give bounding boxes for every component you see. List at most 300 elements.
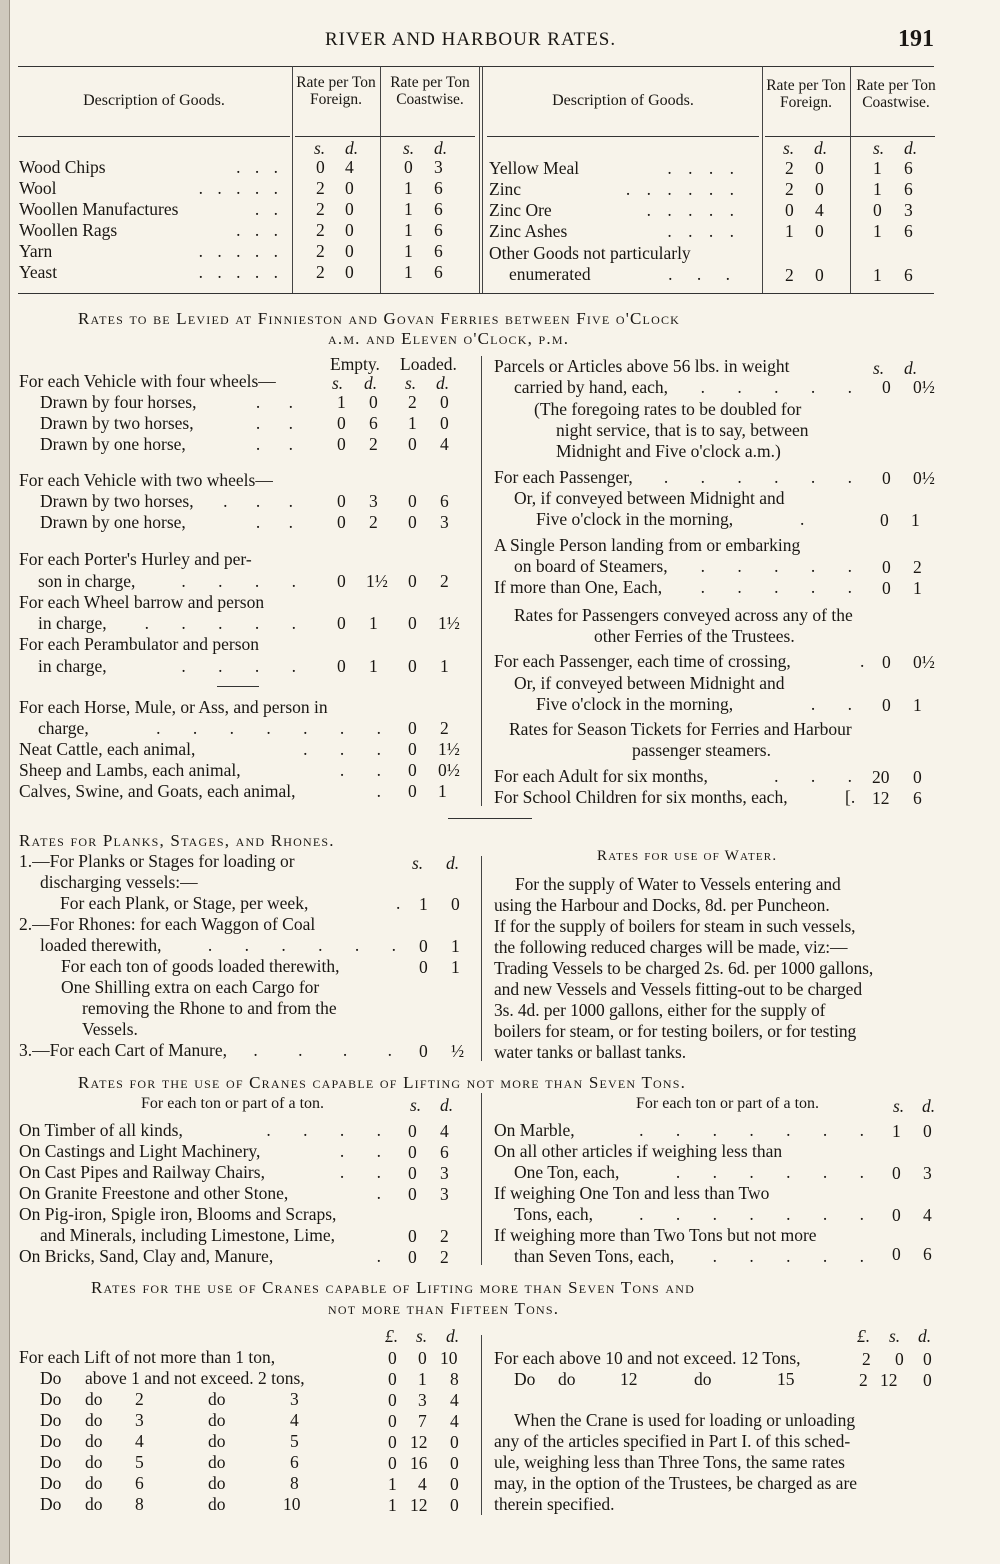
lift-one-ton-value-2: 10	[440, 1348, 458, 1368]
coast-d: 6	[434, 178, 443, 198]
ferries-title-line2: a.m. and Eleven o'Clock, p.m.	[328, 329, 570, 348]
cranes15-unit-left-0: £.	[385, 1326, 399, 1346]
do-label: do	[208, 1410, 226, 1430]
cranes15-unit-left-1: s.	[416, 1326, 428, 1346]
crane-left-label: On Bricks, Sand, Clay and, Manure,	[19, 1246, 274, 1266]
table-column-rule	[380, 66, 381, 293]
to-tons: 4	[290, 1410, 299, 1430]
crane-left-value-1: 6	[440, 1142, 449, 1162]
porter-value-2: 0	[408, 571, 417, 591]
foreign-s: 2	[316, 241, 325, 261]
do-label: Do	[40, 1389, 62, 1409]
foreign-s: 2	[785, 179, 794, 199]
plank-week-value-0: 1	[419, 894, 428, 914]
lift-15-value-1: 12	[880, 1370, 898, 1390]
unit-label-0: s.	[314, 138, 326, 158]
wheelbarrow-value-2: 0	[408, 613, 417, 633]
crane-left-value-0: 0	[408, 1142, 417, 1162]
table-column-rule	[292, 66, 293, 293]
perambulator-value-1: 1	[369, 656, 378, 676]
do-label: Do	[40, 1410, 62, 1430]
crane-note-line: ule, weighing less than Three Tons, the same rates	[494, 1452, 845, 1472]
section-divider	[448, 818, 532, 819]
cranes15-unit-right-1: s.	[889, 1326, 901, 1346]
water-line: boilers for steam, or for testing boilers, or for testing	[494, 1021, 857, 1041]
foreign-s: 2	[316, 178, 325, 198]
lift-12-value-0: 2	[862, 1349, 871, 1369]
vehicle-two-wheels: For each Vehicle with two wheels—	[19, 470, 273, 490]
lift-value-1: 12	[410, 1432, 428, 1452]
coast-d: 6	[434, 220, 443, 240]
coast-s: 1	[404, 178, 413, 198]
leader-dots: . .	[255, 392, 305, 412]
parcels-line2: carried by hand, each,	[514, 377, 669, 397]
cranes15-unit-right-2: d.	[918, 1326, 932, 1346]
unit-label: d.	[904, 358, 918, 378]
unit-label: s.	[412, 853, 424, 873]
foreign-d: 0	[815, 158, 824, 178]
coast-d: 6	[434, 262, 443, 282]
vehicle-row-value-3: 4	[440, 434, 449, 454]
leader-dots: . . . . .	[700, 377, 866, 397]
lift-value-2: 4	[450, 1411, 459, 1431]
planks-column-rule	[481, 856, 482, 1061]
goods-name: Yeast	[19, 262, 58, 282]
table-column-rule	[762, 66, 763, 293]
leader-dots: . .	[255, 434, 305, 454]
lift-value-0: 0	[388, 1432, 397, 1452]
leader-dots: . . . . .	[700, 577, 866, 597]
unit-label-4: s.	[783, 138, 795, 158]
calves-value-0: 0	[408, 781, 417, 801]
goods-name: Yellow Meal	[489, 158, 580, 178]
table-column-rule	[850, 66, 851, 293]
crane-note-line: any of the articles specified in Part I. of this sched-	[494, 1431, 851, 1451]
sheep-label: Sheep and Lambs, each animal,	[19, 760, 241, 780]
rhones-extra-3: Vessels.	[82, 1019, 138, 1039]
vehicle-row-value-2: 0	[408, 434, 417, 454]
vehicle-four-wheels: For each Vehicle with four wheels—	[19, 371, 276, 391]
coast-d: 6	[904, 265, 913, 285]
coast-s: 1	[404, 220, 413, 240]
col-desc-header-right: Description of Goods.	[552, 92, 694, 109]
foreign-s: 0	[785, 200, 794, 220]
unit-label-5: d.	[814, 138, 828, 158]
crane-right-label: On Marble,	[494, 1120, 575, 1140]
crane-right-label: On all other articles if weighing less than	[494, 1141, 783, 1161]
lift-one-ton-value-1: 0	[418, 1348, 427, 1368]
lift-value-1: 3	[418, 1390, 427, 1410]
more-than-one-label: If more than One, Each,	[494, 577, 663, 597]
crane-left-value-0: 0	[408, 1226, 417, 1246]
leader-dots: . . .	[303, 739, 395, 759]
leader-dots: . . .	[774, 766, 866, 786]
rhones-extra-2: removing the Rhone to and from the	[82, 998, 337, 1018]
crane-right-value-1: 4	[923, 1205, 932, 1225]
leader-dots: . . . . . .	[663, 467, 866, 487]
vehicle-row-value-2: 0	[408, 512, 417, 532]
table-header-rule-right	[487, 136, 759, 137]
porter-line1: For each Porter's Hurley and per-	[19, 549, 252, 569]
vehicle-row-value-3: 0	[440, 392, 449, 412]
leader-dots: . . . . .	[700, 556, 866, 576]
leader-dots: . . . . .	[646, 200, 740, 220]
more-than-one-value-0: 0	[882, 578, 891, 598]
water-line: water tanks or ballast tanks.	[494, 1042, 686, 1062]
leader-dots: . . . . . .	[675, 1162, 878, 1182]
foreign-s: 1	[785, 221, 794, 241]
lift-value-0: 1	[388, 1495, 397, 1515]
water-line: the following reduced charges will be made, viz:—	[494, 937, 848, 957]
vehicle-row-label: Drawn by four horses,	[40, 392, 197, 412]
leader-dots: . .	[255, 512, 305, 532]
perambulator-value-2: 0	[408, 656, 417, 676]
leader-dots: . . . .	[266, 1120, 395, 1140]
night-note-1: (The foregoing rates to be doubled for	[534, 399, 802, 419]
crossing-value-0: 0	[882, 652, 891, 672]
foreign-d: 0	[815, 265, 824, 285]
coast-s: 1	[873, 265, 882, 285]
season-tickets-line1: Rates for Season Tickets for Ferries and Harbour	[509, 719, 852, 739]
other-ferries-line1: Rates for Passengers conveyed across any of the	[514, 605, 853, 625]
unit-label-2: s.	[403, 138, 415, 158]
lift-value-0: 0	[388, 1390, 397, 1410]
wheelbarrow-line2: in charge,	[38, 613, 107, 633]
crane-left-value-0: 0	[408, 1184, 417, 1204]
leader-dots: .	[396, 893, 401, 913]
rhones-waggon-value-1: 1	[451, 936, 460, 956]
foreign-d: 0	[815, 221, 824, 241]
lift-value-2: 0	[450, 1432, 459, 1452]
foreign-d: 0	[345, 241, 354, 261]
to-tons: 15	[777, 1369, 795, 1389]
night-note-3: Midnight and Five o'clock a.m.)	[556, 441, 781, 461]
lift-15-value-0: 2	[859, 1370, 868, 1390]
crane-left-value-1: 3	[440, 1184, 449, 1204]
crane-right-value-0: 0	[892, 1205, 901, 1225]
midnight2-line1: Or, if conveyed between Midnight and	[514, 673, 785, 693]
to-tons: 5	[290, 1431, 299, 1451]
vehicle-row-value-1: 0	[369, 392, 378, 412]
coast-d: 6	[904, 221, 913, 241]
crane-left-value-1: 4	[440, 1121, 449, 1141]
leader-dots: . . .	[223, 491, 305, 511]
coast-d: 6	[434, 241, 443, 261]
coast-d: 6	[434, 199, 443, 219]
leader-dots: . . . . . .	[625, 179, 740, 199]
leader-dots: . .	[810, 694, 866, 714]
unit-label: d.	[440, 1095, 454, 1115]
table-top-rule	[18, 66, 934, 67]
rhones-extra-1: One Shilling extra on each Cargo for	[61, 977, 320, 997]
water-line: and new Vessels and Vessels fitting-out to be charged	[494, 979, 862, 999]
leader-dots: . . . .	[181, 656, 310, 676]
crane-note-line: When the Crane is used for loading or unloading	[514, 1410, 856, 1430]
do-label: do	[85, 1452, 103, 1472]
midnight2-value-0: 0	[882, 695, 891, 715]
col-coast-header: Rate per Ton Coastwise.	[390, 74, 470, 108]
lift-value-2: 0	[450, 1495, 459, 1515]
do-label: Do	[40, 1473, 62, 1493]
rhones-ton-value-0: 0	[419, 957, 428, 977]
crane-left-label: On Cast Pipes and Railway Chairs,	[19, 1162, 265, 1182]
porter-value-0: 0	[337, 571, 346, 591]
coast-s: 1	[873, 158, 882, 178]
unit-label: s.	[405, 373, 417, 393]
cranes-fifteen-title-1: Rates for the use of Cranes capable of Lifting more than Seven Tons and	[91, 1278, 695, 1297]
coast-s: 1	[404, 199, 413, 219]
ferries-title-line1: Rates to be Levied at Finnieston and Govan Ferries between Five o'Clock	[78, 309, 681, 328]
parcels-value-1: 0½	[913, 377, 935, 397]
from-tons: 6	[135, 1473, 144, 1493]
unit-label-3: d.	[434, 138, 448, 158]
lift-one-ton-value-0: 0	[388, 1348, 397, 1368]
do-label: Do	[40, 1431, 62, 1451]
lift-12-value-2: 0	[923, 1349, 932, 1369]
single-person-value-0: 0	[882, 557, 891, 577]
lift-value-1: 1	[418, 1369, 427, 1389]
lift-value-2: 4	[450, 1390, 459, 1410]
cranes15-column-rule	[481, 1335, 482, 1515]
cattle-label: Neat Cattle, each animal,	[19, 739, 196, 759]
coast-d: 3	[434, 157, 443, 177]
do-label: do	[558, 1369, 576, 1389]
coast-s: 1	[404, 262, 413, 282]
foreign-s: 2	[785, 265, 794, 285]
do-label: do	[208, 1452, 226, 1472]
horse-value-1: 2	[440, 718, 449, 738]
leader-dots: . .	[339, 1162, 395, 1182]
unit-label: s.	[873, 358, 885, 378]
vehicle-row-value-0: 0	[337, 512, 346, 532]
crane-note-line: therein specified.	[494, 1494, 615, 1514]
foreign-s: 2	[316, 262, 325, 282]
crane-left-label: On Granite Freestone and other Stone,	[19, 1183, 289, 1203]
do-range: above 1 and not exceed. 2 tons,	[85, 1368, 305, 1388]
planks-item1-line2: discharging vessels:—	[40, 872, 198, 892]
unit-label-6: s.	[873, 138, 885, 158]
midnight-line2: Five o'clock in the morning,	[536, 509, 734, 529]
perambulator-value-3: 1	[440, 656, 449, 676]
leader-dots: . . .	[236, 220, 283, 240]
foreign-s: 2	[785, 158, 794, 178]
cattle-value-1: 1½	[438, 739, 460, 759]
cattle-value-0: 0	[408, 739, 417, 759]
manure-value-0: 0	[419, 1041, 428, 1061]
table-header-rule-mid	[295, 136, 475, 137]
to-tons: 8	[290, 1473, 299, 1493]
vehicle-row-value-0: 0	[337, 434, 346, 454]
porter-value-1: 1½	[366, 571, 388, 591]
do-label: do	[85, 1431, 103, 1451]
unit-label: s.	[410, 1095, 422, 1115]
rhones-line1: 2.—For Rhones: for each Waggon of Coal	[19, 914, 316, 934]
col-foreign-header-right: Rate per Ton Foreign.	[766, 77, 846, 111]
midnight2-value-1: 1	[913, 695, 922, 715]
horse-line1: For each Horse, Mule, or Ass, and person in	[19, 697, 328, 717]
leader-dots: .	[376, 781, 395, 801]
foreign-s: 2	[316, 199, 325, 219]
vehicle-row-value-1: 3	[369, 491, 378, 511]
do-label: Do	[40, 1368, 62, 1388]
lift-value-1: 16	[410, 1453, 428, 1473]
crossing-label: For each Passenger, each time of crossing,	[494, 651, 791, 671]
coast-s: 1	[404, 241, 413, 261]
foreign-d: 0	[345, 199, 354, 219]
do-label: do	[208, 1389, 226, 1409]
ferries-column-rule	[481, 356, 482, 806]
leader-dots: . . . . .	[198, 262, 283, 282]
other-ferries-line2: other Ferries of the Trustees.	[594, 626, 795, 646]
vehicle-row-value-3: 3	[440, 512, 449, 532]
crane-note-line: may, in the option of the Trustees, be charged as are	[494, 1473, 858, 1493]
foreign-d: 0	[815, 179, 824, 199]
leader-dots: . . . .	[667, 158, 740, 178]
leader-dots: . . . . . . .	[639, 1204, 878, 1224]
lift-value-0: 0	[388, 1369, 397, 1389]
crane-left-label: On Timber of all kinds,	[19, 1120, 183, 1140]
foreign-d: 0	[345, 220, 354, 240]
perambulator-line1: For each Perambulator and person	[19, 634, 260, 654]
leader-dots: . .	[339, 760, 395, 780]
vehicle-row-value-0: 0	[337, 491, 346, 511]
unit-label: s.	[332, 373, 344, 393]
vehicle-row-label: Drawn by one horse,	[40, 512, 186, 532]
foreign-d: 4	[345, 157, 354, 177]
sheep-value-1: 0½	[438, 760, 460, 780]
single-person-value-1: 2	[913, 557, 922, 577]
leader-dots: . . . . .	[712, 1246, 878, 1266]
crane-left-value-1: 2	[440, 1247, 449, 1267]
coast-d: 6	[904, 158, 913, 178]
leader-dots: [.	[845, 787, 856, 807]
do-label: Do	[40, 1452, 62, 1472]
goods-name: Woollen Rags	[19, 220, 118, 240]
vehicle-row-value-0: 0	[337, 413, 346, 433]
plank-week-value-1: 0	[451, 894, 460, 914]
crane-right-value-0: 1	[892, 1121, 901, 1141]
from-tons: 12	[620, 1369, 638, 1389]
other-goods-line2: enumerated	[509, 264, 591, 284]
midnight-value-1: 1	[911, 510, 920, 530]
planks-item1-line3: For each Plank, or Stage, per week,	[60, 893, 309, 913]
leader-dots: .	[860, 651, 865, 671]
unit-label: d.	[364, 373, 378, 393]
passenger-label: For each Passenger,	[494, 467, 633, 487]
passenger-value-1: 0½	[913, 468, 935, 488]
water-line: using the Harbour and Docks, 8d. per Puncheon.	[494, 895, 830, 915]
manure-value-1: ½	[451, 1041, 465, 1061]
cranes-column-rule	[481, 1093, 482, 1265]
leader-dots: . . .	[236, 157, 283, 177]
sheep-value-0: 0	[408, 760, 417, 780]
lift-one-ton-label: For each Lift of not more than 1 ton,	[19, 1347, 276, 1367]
porter-line2: son in charge,	[38, 571, 136, 591]
page-number: 191	[898, 26, 934, 52]
cranes-seven-sub-right: For each ton or part of a ton.	[636, 1095, 820, 1112]
crane-right-value-0: 0	[892, 1163, 901, 1183]
vehicle-row-value-2: 2	[408, 392, 417, 412]
water-line: For the supply of Water to Vessels entering and	[515, 874, 841, 894]
crossing-value-1: 0½	[913, 652, 935, 672]
vehicle-row-value-1: 2	[369, 434, 378, 454]
coast-s: 0	[404, 157, 413, 177]
lift-value-2: 0	[450, 1453, 459, 1473]
goods-name: Zinc Ashes	[489, 221, 568, 241]
midnight-line1: Or, if conveyed between Midnight and	[514, 488, 785, 508]
rhones-waggon-value-0: 0	[419, 936, 428, 956]
unit-label: d.	[446, 853, 460, 873]
short-divider	[217, 686, 259, 687]
horse-value-0: 0	[408, 718, 417, 738]
from-tons: 4	[135, 1431, 144, 1451]
school-value-1: 6	[913, 788, 922, 808]
parcels-value-0: 0	[882, 377, 891, 397]
wheelbarrow-line1: For each Wheel barrow and person	[19, 592, 265, 612]
passenger-value-0: 0	[882, 468, 891, 488]
crane-left-value-0: 0	[408, 1247, 417, 1267]
from-tons: 5	[135, 1452, 144, 1472]
unit-label: d.	[922, 1096, 936, 1116]
crane-right-label: One Ton, each,	[514, 1162, 620, 1182]
cranes15-unit-right-0: £.	[857, 1326, 871, 1346]
lift-value-0: 0	[388, 1453, 397, 1473]
lift-value-2: 8	[450, 1369, 459, 1389]
parcels-line1: Parcels or Articles above 56 lbs. in weight	[494, 356, 790, 376]
perambulator-line2: in charge,	[38, 656, 107, 676]
foreign-d: 4	[815, 200, 824, 220]
leader-dots: . . . . .	[198, 178, 283, 198]
leader-dots: . . . . .	[144, 613, 310, 633]
col-desc-header: Description of Goods.	[83, 92, 225, 109]
leader-dots: . . . . . .	[207, 935, 410, 955]
leader-dots: . . . . . . .	[639, 1120, 878, 1140]
single-person-line1: A Single Person landing from or embarking	[494, 535, 801, 555]
night-note-2: night service, that is to say, between	[556, 420, 809, 440]
perambulator-value-0: 0	[337, 656, 346, 676]
coast-d: 3	[904, 200, 913, 220]
do-label: do	[85, 1410, 103, 1430]
table-column-rule	[479, 66, 480, 293]
crane-left-value-0: 0	[408, 1121, 417, 1141]
adult-value-1: 0	[913, 767, 922, 787]
do-label: do	[85, 1473, 103, 1493]
cranes-fifteen-title-2: not more than Fifteen Tons.	[328, 1299, 560, 1318]
vehicle-row-label: Drawn by two horses,	[40, 413, 194, 433]
manure-label: 3.—For each Cart of Manure,	[19, 1040, 227, 1060]
cranes-seven-title: Rates for the use of Cranes capable of Lifting not more than Seven Tons.	[78, 1073, 687, 1092]
water-line: 3s. 4d. per 1000 gallons, either for the supply of	[494, 1000, 826, 1020]
leader-dots: . . . .	[253, 1040, 410, 1060]
lift-value-1: 7	[418, 1411, 427, 1431]
col-foreign-header: Rate per Ton Foreign.	[296, 74, 376, 108]
lift-15-value-2: 0	[923, 1370, 932, 1390]
vehicle-row-value-2: 0	[408, 491, 417, 511]
crane-right-label: than Seven Tons, each,	[514, 1246, 675, 1266]
lift-value-1: 12	[410, 1495, 428, 1515]
water-line: Trading Vessels to be charged 2s. 6d. per 1000 gallons,	[494, 958, 874, 978]
from-tons: 2	[135, 1389, 144, 1409]
porter-value-3: 2	[440, 571, 449, 591]
water-title: Rates for use of Water.	[597, 848, 778, 864]
leader-dots: . . . .	[667, 221, 740, 241]
running-title: RIVER AND HARBOUR RATES.	[325, 29, 617, 50]
adult-label: For each Adult for six months,	[494, 766, 708, 786]
crane-right-value-1: 6	[923, 1244, 932, 1264]
crane-right-value-1: 3	[923, 1163, 932, 1183]
rhones-ton-label: For each ton of goods loaded therewith,	[61, 956, 340, 976]
crane-left-label: On Pig-iron, Spigle iron, Blooms and Scraps,	[19, 1204, 337, 1224]
